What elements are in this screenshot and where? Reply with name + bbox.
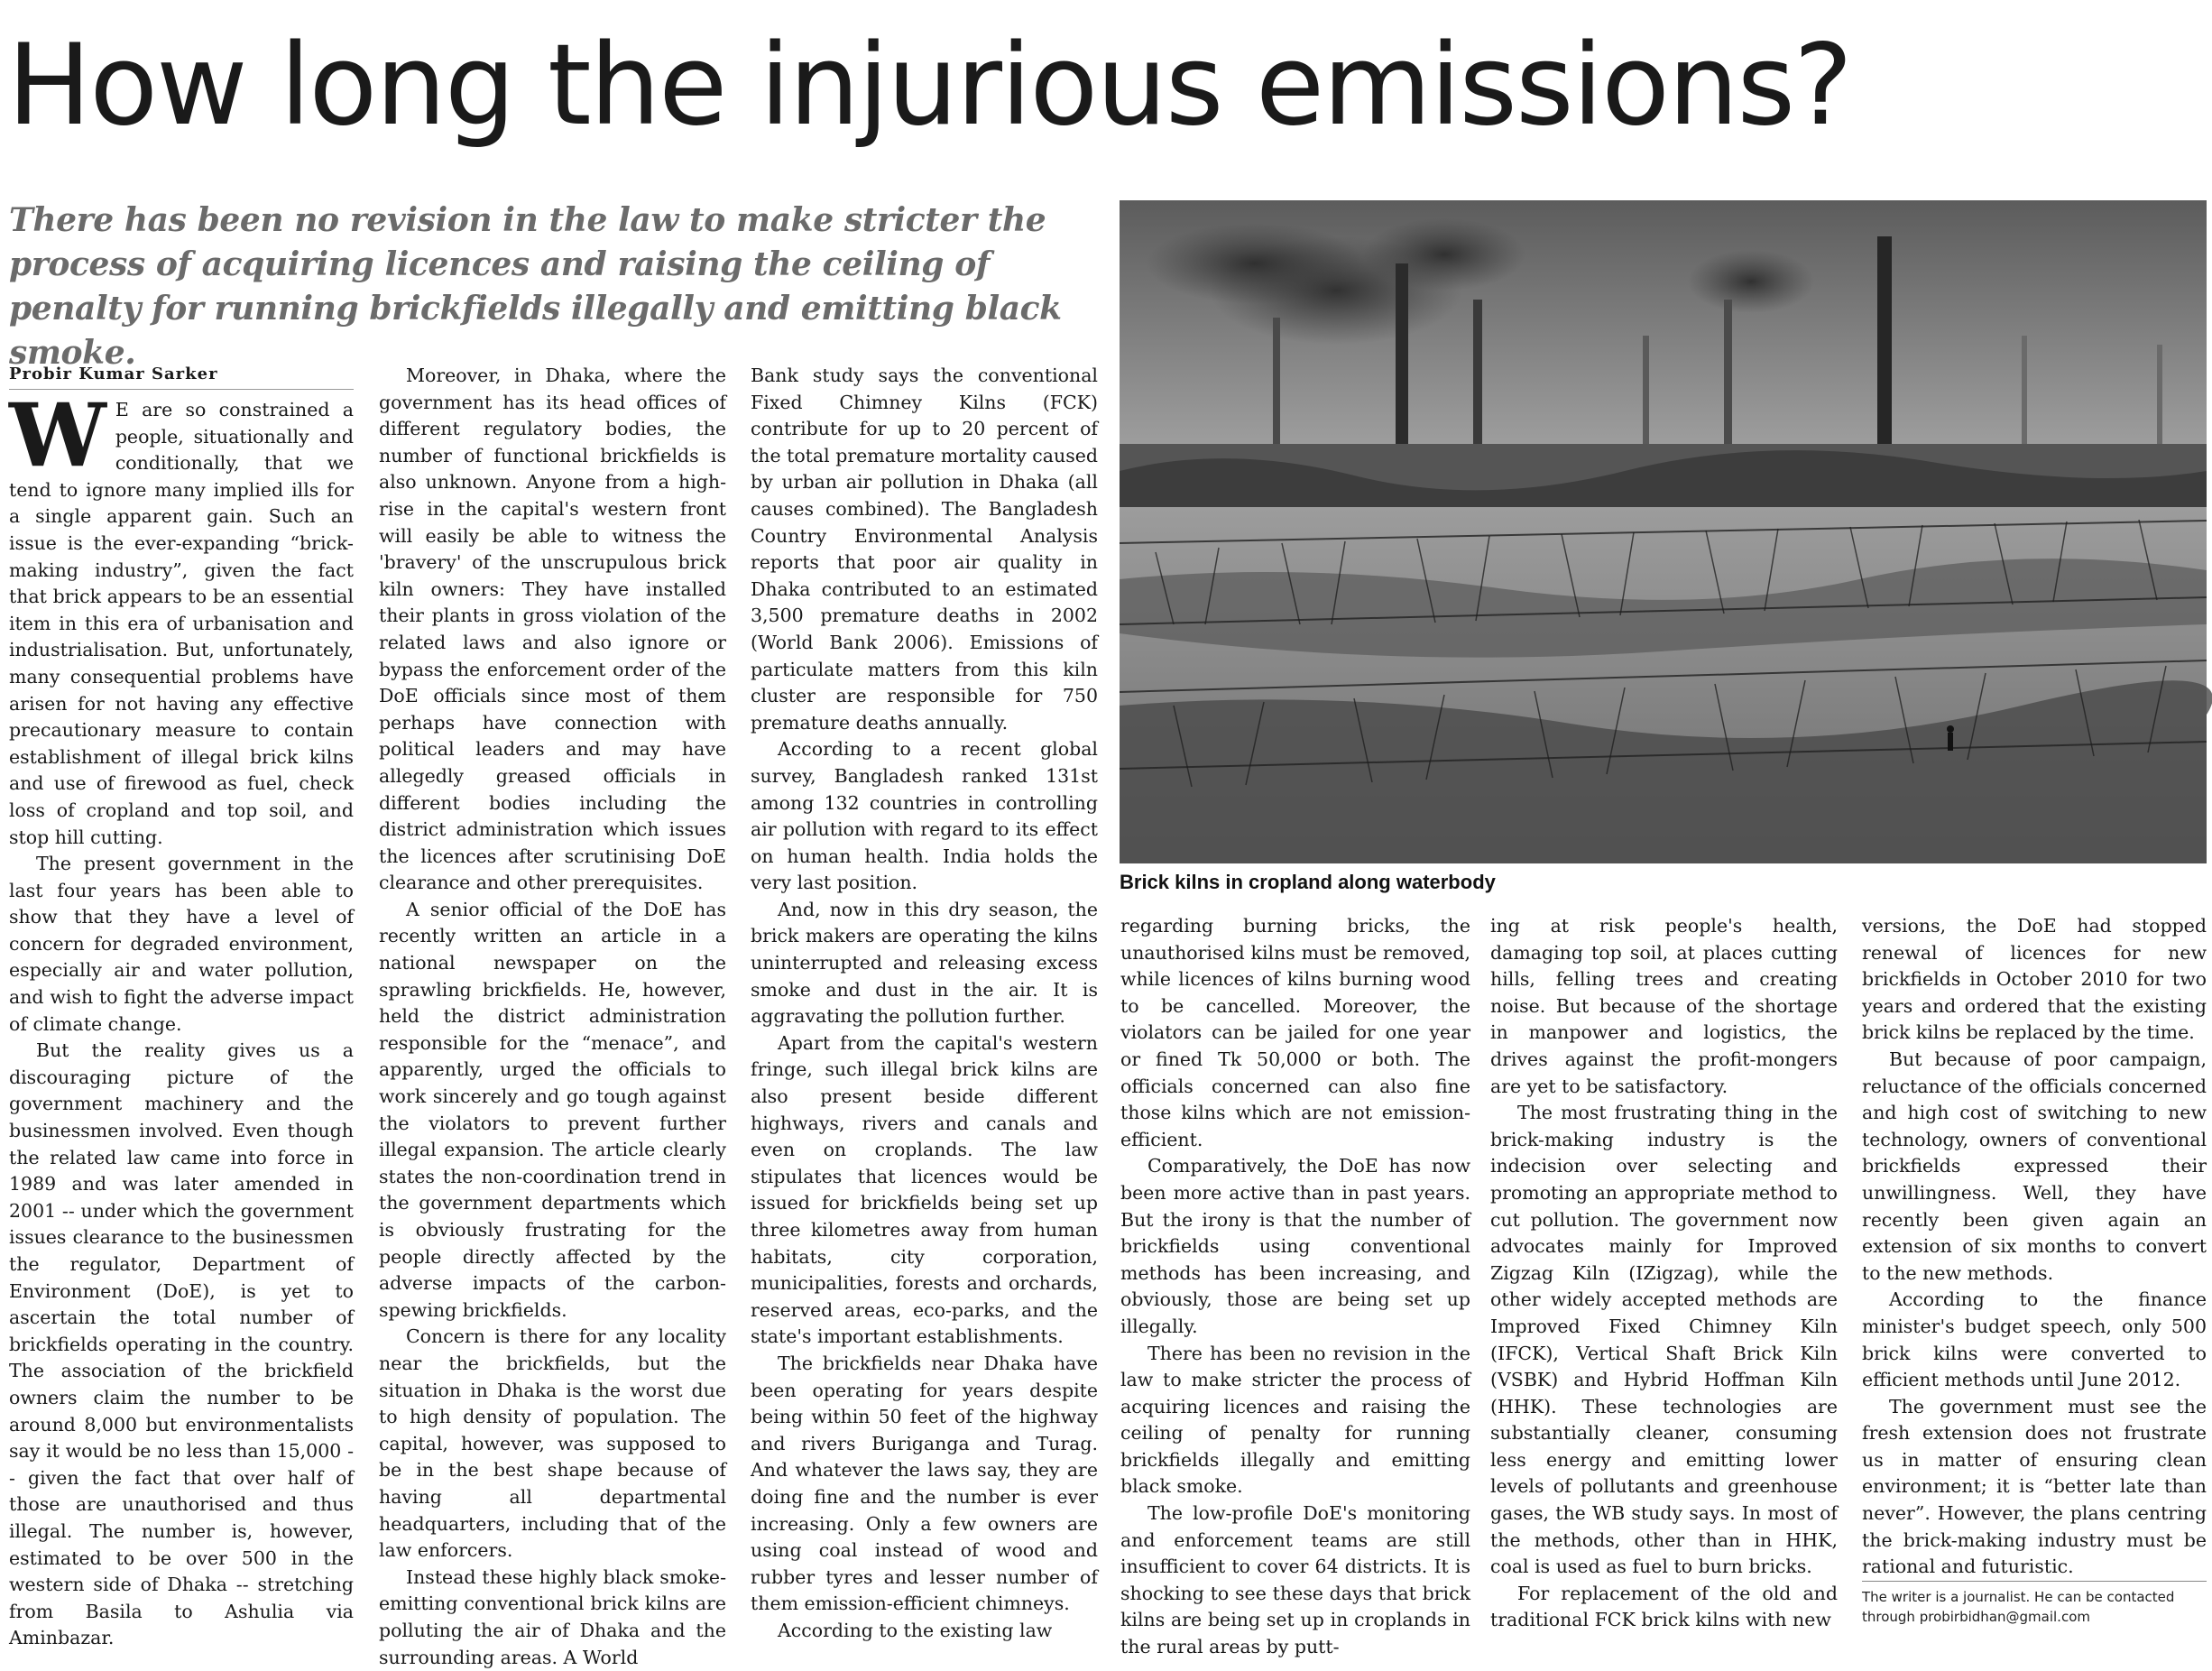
column-1	[9, 363, 354, 1649]
paragraph: The present government in the last four years has been able to show that they have a level of concern for degraded environment, especially air and water pollution, and wish to fight the adverse impact of climate change.	[9, 853, 354, 1035]
paragraph: Bank study says the conventional Fixed Chimney Kilns (FCK) contribute for up to 20 percent of the total premature mortality caused by urban air pollution in Dhaka (all causes combined). The Bangladesh Country Environmental Analysis reports that poor air quality in Dhaka contributed to an estimated 3,500 premature deaths in 2002 (World Bank 2006). Emissions of particulate matters from this kiln cluster are responsible for 750 premature deaths annually.	[751, 365, 1098, 734]
paragraph: But the reality gives us a discouraging picture of the government machinery and the businessmen involved. Even though the related law came into force in 1989 and was later amended in 2001 -- under which the government issues clearance to the businessmen the regulator, Department of Environment (DoE), is yet to ascertain the total number of brickfields operating in the country. The association of the brickfield owners claim the number to be around 8,000 but environmentalists say it would be no less than 15,000 -- given the fact that over half of those are unauthorised and thus illegal. The number is, however, estimated to be over 500 in the western side of Dhaka -- stretching from Basila to Ashulia via Aminbazar.	[9, 1039, 354, 1649]
paragraph: The most frustrating thing in the brick-making industry is the indecision over selecting and promoting an appropriate method to cut pollution. The government now advocates mainly for Improved Zigzag Kiln (IZigzag), while the other widely accepted methods are Improved Fixed Chimney Kiln (IFCK), Vertical Shaft Brick Kiln (VSBK) and Hybrid Hoffman Kiln (HHK). These technologies are substantially cleaner, consuming less energy and emitting lower levels of pollutants and greenhouse gases, the WB study says. In most of the methods, other than in HHK, coal is used as fuel to burn bricks.	[1490, 1102, 1838, 1578]
paragraph: The government must see the fresh extension does not frustrate us in matter of ensuring clean environment; it is “better late than never”. However, the plans centring the brick-making industry must be rational and futuristic.	[1862, 1395, 2207, 1578]
paragraph: Moreover, in Dhaka, where the government has its head offices of different regulatory bodies, the number of functional brickfields is also unknown. Anyone from a high-rise in the capital's western front will easily be able to witness the 'bravery' of the unscrupulous brick kiln owners: They have installed their plants in gross violation of the related laws and also ignore or bypass the enforcement order of the DoE officials since most of them perhaps have connection with political leaders and may have allegedly greased officials in different bodies including the district administration which issues the licences after scrutinising DoE clearance and other prerequisites.	[379, 365, 726, 894]
paragraph: There has been no revision in the law to make stricter the process of acquiring licences and raising the ceiling of penalty for running brickfields illegally and emitting black smoke.	[1120, 1342, 1470, 1498]
byline: Probir Kumar Sarker	[9, 363, 354, 390]
paragraph: For replacement of the old and traditional FCK brick kilns with new	[1490, 1582, 1838, 1631]
column-4	[1120, 913, 1470, 1658]
column-5	[1490, 913, 1838, 1644]
paragraph: ing at risk people's health, damaging top soil, at places cutting hills, felling trees and creating noise. But because of the shortage in manpower and logistics, the drives against the profit-mongers are yet to be satisfactory.	[1490, 915, 1838, 1097]
photo	[1120, 200, 2207, 863]
paragraph: versions, the DoE had stopped renewal of licences for new brickfields in October 2010 for two years and ordered that the existing brick kilns be replaced by the time.	[1862, 915, 2207, 1044]
paragraph: W E are so constrained a people, situationally and conditionally, that we tend to ignore many implied ills for a single apparent gain. Such an issue is the ever-expanding “brick-making industry”, given the fact that brick appears to be an essential item in this era of urbanisation and industrialisation. But, unfortunately, many consequential problems have arisen for not having any effective precautionary measure to contain establishment of illegal brick kilns and use of firewood as fuel, check loss of cropland and top soil, and stop hill cutting.	[9, 384, 354, 848]
column-2	[379, 363, 726, 1668]
drop-cap: W	[9, 384, 106, 486]
paragraph: Apart from the capital's western fringe, such illegal brick kilns are also present beside different highways, rivers and canals and even on croplands. The law stipulates that licences would be issued for brickfields being set up three kilometres away from human habitats, city corporation, municipalities, forests and orchards, reserved areas, eco-parks, and the state's important establishments.	[751, 1031, 1098, 1348]
paragraph: A senior official of the DoE has recently written an article in a national newspaper on the sprawling brickfields. He, however, held the district administration responsible for the “menace”, and apparently, urged the officials to work sincerely and go tough against the violators to prevent further illegal expansion. The article clearly states the non-coordination trend in the government departments which is obviously frustrating for the people directly affected by the adverse impacts of the carbon-spewing brickfields.	[379, 898, 726, 1321]
paragraph: But because of poor campaign, reluctance of the officials concerned and high cost of switching to new technology, owners of conventional brickfields expressed their unwillingness. Well, they have recently been given again an extension of six months to convert to the new methods.	[1862, 1048, 2207, 1284]
author-note: The writer is a journalist. He can be contacted through probirbidhan@gmail.com	[1862, 1581, 2207, 1627]
brick-kiln-photo	[1120, 200, 2207, 863]
paragraph: Instead these highly black smoke-emitting conventional brick kilns are polluting the air of Dhaka and the surrounding areas. A World	[379, 1565, 726, 1668]
deck: There has been no revision in the law to make stricter the process of acquiring licences and raising the ceiling of penalty for running brickfields illegally and emitting black smoke.	[9, 201, 1062, 372]
column-6	[1862, 913, 2207, 1578]
paragraph: Comparatively, the DoE has now been more active than in past years. But the irony is that the number of brickfields using conventional methods has been increasing, and obviously, those are being set up illegally.	[1120, 1155, 1470, 1337]
paragraph: According to the finance minister's budget speech, only 500 brick kilns were converted to efficient methods until June 2012.	[1862, 1288, 2207, 1391]
paragraph: regarding burning bricks, the unauthorised kilns must be removed, while licences of kilns burning wood to be cancelled. Moreover, the violators can be jailed for one year or fined Tk 50,000 or both. The officials concerned can also fine those kilns which are not emission-efficient.	[1120, 915, 1470, 1150]
photo-caption: Brick kilns in cropland along waterbody	[1120, 871, 1496, 893]
paragraph: The low-profile DoE's monitoring and enforcement teams are still insufficient to cover 64 districts. It is shocking to see these days that brick kilns are being set up in croplands in the rural areas by putt-	[1120, 1502, 1470, 1658]
column-3	[751, 363, 1098, 1644]
paragraph: The brickfields near Dhaka have been operating for years despite being within 50 feet of the highway and rivers Buriganga and Turag. And whatever the laws say, they are doing fine and the number is ever increasing. Only a few owners are using coal instead of wood and rubber tyres and lesser number of them emission-efficient chimneys.	[751, 1352, 1098, 1615]
paragraph: And, now in this dry season, the brick makers are operating the kilns uninterrupted and releasing excess smoke and dust in the air. It is aggravating the pollution further.	[751, 898, 1098, 1028]
paragraph: According to a recent global survey, Bangladesh ranked 131st among 132 countries in controlling air pollution with regard to its effect on human health. India holds the very last position.	[751, 738, 1098, 894]
paragraph: According to the existing law	[778, 1619, 1053, 1641]
headline: How long the injurious emissions?	[7, 21, 1851, 151]
paragraph: Concern is there for any locality near the brickfields, but the situation in Dhaka is the worst due to high density of population. The capital, however, was supposed to be in the best shape because of having all departmental headquarters, including that of the law enforcers.	[379, 1325, 726, 1562]
